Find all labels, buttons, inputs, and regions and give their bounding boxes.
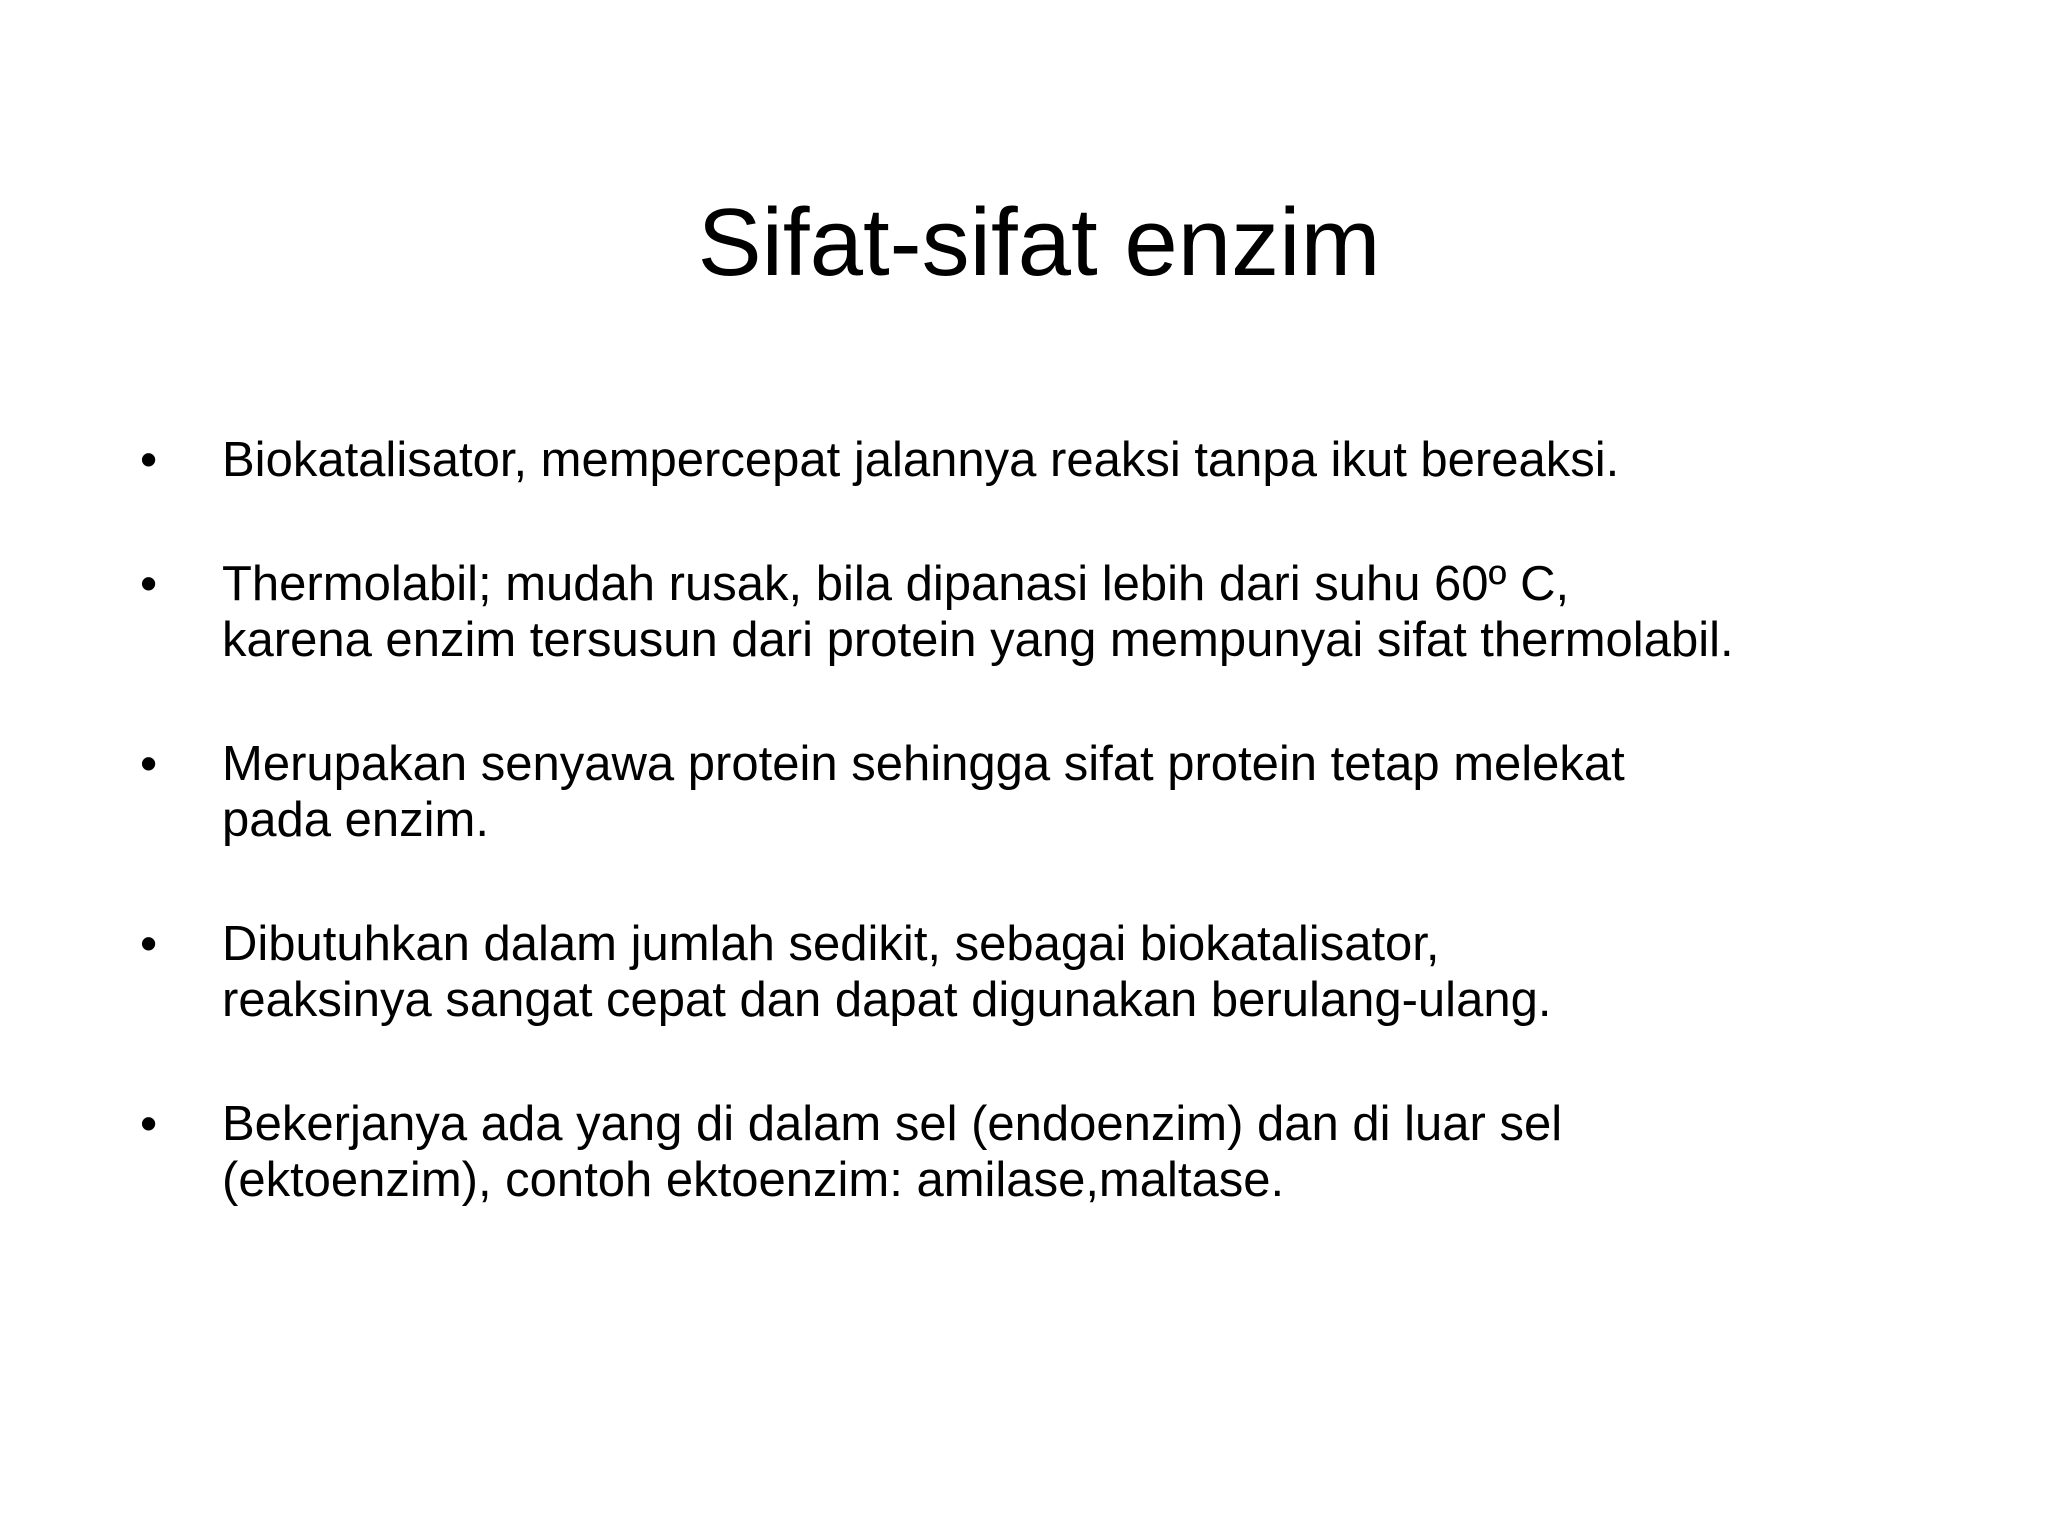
bullet-item-5 — [140, 1096, 2000, 1208]
bullet-icon: • — [140, 557, 158, 611]
bullet-item-3 — [140, 736, 2000, 848]
bullet-text-line: reaksinya sangat cepat dan dapat digunakan berulang-ulang. — [222, 973, 1552, 1027]
bullet-text-line: pada enzim. — [222, 793, 489, 847]
bullet-text-line: Bekerjanya ada yang di dalam sel (endoenzim) dan di luar sel — [222, 1097, 1563, 1151]
bullet-text-line: Thermolabil; mudah rusak, bila dipanasi lebih dari suhu 60º C, — [222, 557, 1570, 611]
bullet-text-line: Biokatalisator, mempercepat jalannya reaksi tanpa ikut bereaksi. — [222, 433, 1620, 487]
bullet-item-1 — [140, 432, 2000, 488]
bullet-icon: • — [140, 737, 158, 791]
bullet-text-line: (ektoenzim), contoh ektoenzim: amilase,maltase. — [222, 1153, 1285, 1207]
bullet-icon: • — [140, 1097, 158, 1151]
bullet-item-2 — [140, 556, 2000, 668]
bullet-text-line: Dibutuhkan dalam jumlah sedikit, sebagai biokatalisator, — [222, 917, 1440, 971]
bullet-text-line: Merupakan senyawa protein sehingga sifat protein tetap melekat — [222, 737, 1625, 791]
bullet-item-4 — [140, 916, 2000, 1028]
bullet-icon: • — [140, 433, 158, 487]
slide-title: Sifat-sifat enzim — [697, 189, 1381, 296]
bullet-list — [140, 432, 2000, 1276]
bullet-icon: • — [140, 917, 158, 971]
bullet-text-line: karena enzim tersusun dari protein yang mempunyai sifat thermolabil. — [222, 613, 1734, 667]
